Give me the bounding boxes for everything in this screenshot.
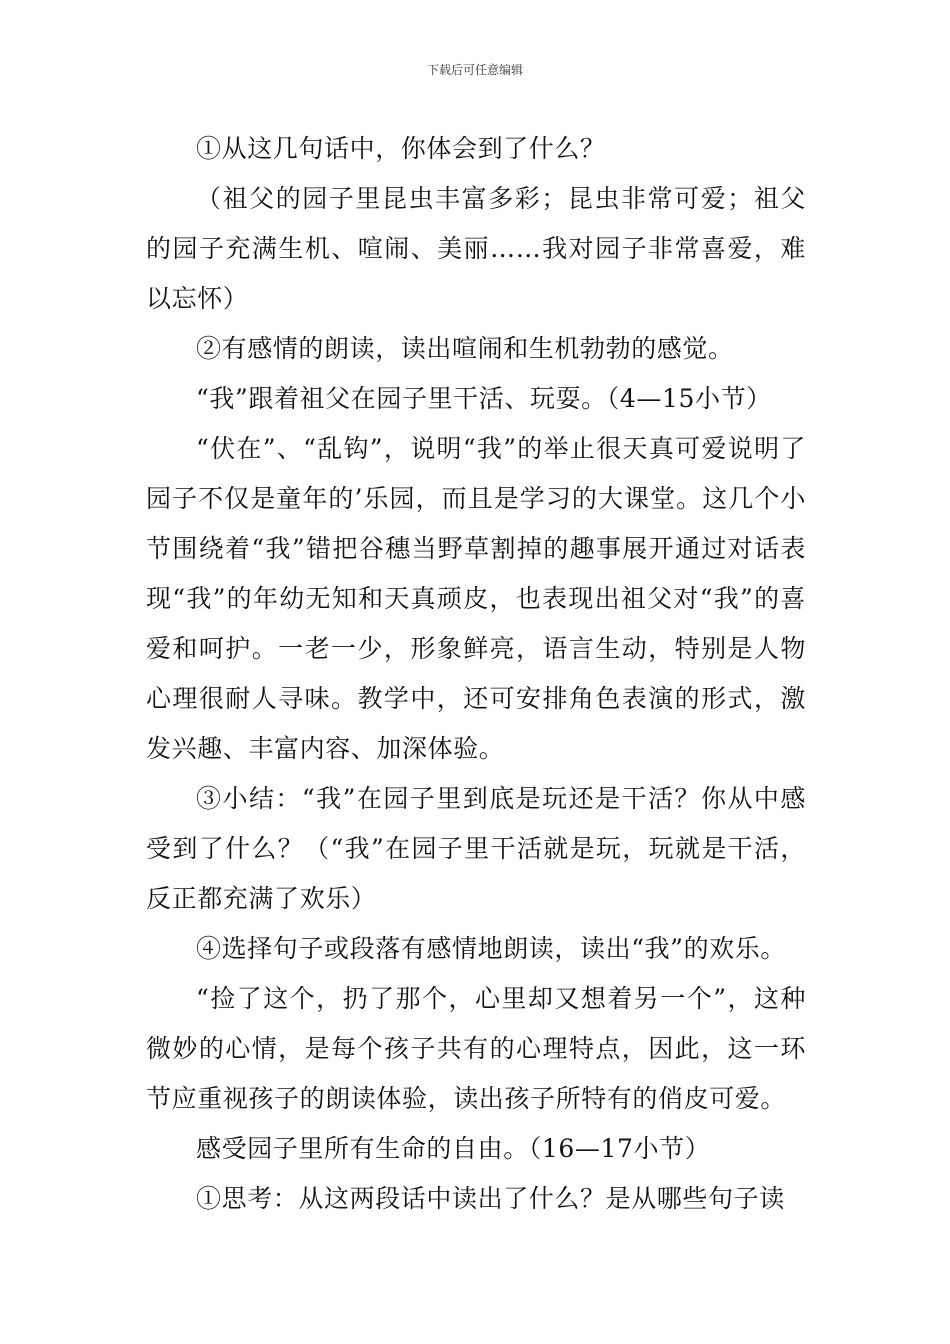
paragraph-section-heading-1: “我”跟着祖父在园子里干活、玩耍。（4—15小节） bbox=[196, 384, 772, 413]
paragraph-question-1: ①从这几句话中，你体会到了什么？ bbox=[196, 134, 606, 163]
paragraph-reading-1: ②有感情的朗读，读出喧闹和生机勃勃的感觉。 bbox=[196, 334, 734, 363]
document-body bbox=[146, 124, 806, 1224]
paragraph-reading-4: ④选择句子或段落有感情地朗读，读出“我”的欢乐。 bbox=[196, 934, 786, 963]
page-header: 下载后可任意编辑 bbox=[426, 63, 523, 77]
paragraph-section-heading-2: 感受园子里所有生命的自由。（16—17小节） bbox=[196, 1134, 711, 1163]
paragraph-question-2: ①思考：从这两段话中读出了什么？是从哪些句子读 bbox=[196, 1184, 785, 1213]
paragraph-analysis-1: “伏在”、“乱钩”，说明“我”的举止很天真可爱说明了园子不仅是童年的’乐园，而且是学习的大课堂。这几个小节围绕着“我”错把谷穗当野草割掉的趣事展开通过对话表现“我”的年幼无知和天真顽皮，也表现出祖父对“我”的喜爱和呵护。一老一少，形象鲜亮，语言生动，特别是人物心理很耐人寻味。教学中，还可安排角色表演的形式，激发兴趣、丰富内容、加深体验。 bbox=[146, 434, 806, 763]
paragraph-answer-1: （祖父的园子里昆虫丰富多彩；昆虫非常可爱；祖父的园子充满生机、喧闹、美丽……我对园子非常喜爱，难以忘怀） bbox=[146, 184, 806, 313]
paragraph-summary-3: ③小结：“我”在园子里到底是玩还是干活？你从中感受到了什么？（“我”在园子里干活就是玩，玩就是干活，反正都充满了欢乐） bbox=[146, 784, 806, 913]
paragraph-analysis-2: “捡了这个，扔了那个，心里却又想着另一个”，这种微妙的心情，是每个孩子共有的心理特点，因此，这一环节应重视孩子的朗读体验，读出孩子所特有的俏皮可爱。 bbox=[146, 984, 806, 1113]
